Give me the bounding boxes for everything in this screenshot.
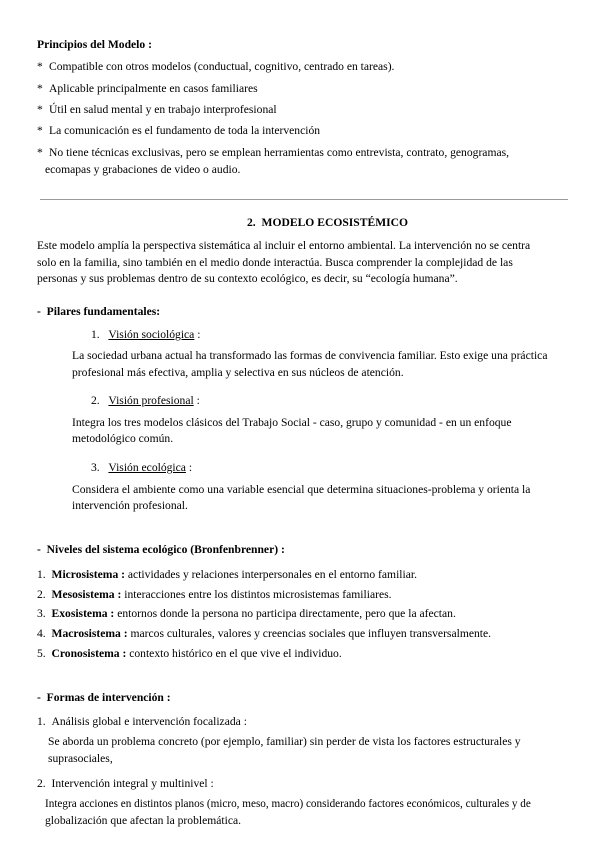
forma-1-heading: 1. Análisis global e intervención focalizada : [37, 715, 247, 728]
principios-item-1: * Compatible con otros modelos (conductual, cognitivo, centrado en tareas). [37, 60, 395, 73]
intro-line-3: personas y sus problemas dentro de su contexto ecológico, es decir, su “ecología humana”. [37, 272, 458, 285]
pilar-1-heading: 1. Visión sociológica : [91, 328, 201, 341]
forma-2-desc-2: globalización que afectan la problemática. [45, 814, 242, 827]
pilar-2-name: Visión profesional [108, 394, 194, 407]
bullet: * [37, 82, 43, 95]
principios-item-3: * Útil en salud mental y en trabajo interprofesional [37, 103, 277, 116]
nivel-item-5: 5. Cronosistema : contexto histórico en el que vive el individuo. [37, 647, 342, 660]
pilar-1-desc-2: profesional más efectiva, amplia y selectiva en sus núcleos de atención. [72, 366, 404, 379]
pilar-1-name: Visión sociológica [108, 328, 195, 341]
formas-heading: - Formas de intervención : [37, 691, 171, 704]
pilares-heading: - Pilares fundamentales: [37, 305, 161, 318]
principios-title: Principios del Modelo : [37, 38, 152, 51]
pilar-1-desc-1: La sociedad urbana actual ha transformado las formas de convivencia familiar. Esto exige una práctica [72, 349, 548, 362]
bullet: * [37, 60, 43, 73]
principios-item-5-continued: ecomapas y grabaciones de video o audio. [45, 163, 241, 176]
section-title: 2. MODELO ECOSISTÉMICO [247, 216, 409, 229]
section-divider [40, 199, 568, 200]
pilar-2-desc-1: Integra los tres modelos clásicos del Trabajo Social - caso, grupo y comunidad - en un enfoque [72, 416, 512, 429]
principios-item-4: * La comunicación es el fundamento de toda la intervención [37, 124, 321, 137]
pilar-3-name: Visión ecológica [108, 461, 186, 474]
pilar-3-desc-1: Considera el ambiente como una variable esencial que determina situaciones-problema y orienta la [72, 483, 531, 496]
principios-item-2: * Aplicable principalmente en casos familiares [37, 82, 258, 95]
intro-line-2: solo en la familia, sino también en el medio donde interactúa. Busca comprender la complejidad de las [37, 256, 513, 269]
bullet: * [37, 146, 43, 159]
pilar-2-heading: 2. Visión profesional : [91, 394, 200, 407]
forma-1-desc-2: suprasociales, [48, 752, 113, 765]
pilar-3-desc-2: intervención profesional. [72, 499, 188, 512]
nivel-item-3: 3. Exosistema : entornos donde la persona no participa directamente, pero que la afectan. [37, 607, 456, 620]
niveles-heading: - Niveles del sistema ecológico (Bronfenbrenner) : [37, 543, 285, 556]
intro-line-1: Este modelo amplía la perspectiva sistemática al incluir el entorno ambiental. La intervención no se centra [37, 239, 531, 252]
forma-2-heading: 2. Intervención integral y multinivel : [37, 777, 214, 790]
forma-1-desc-1: Se aborda un problema concreto (por ejemplo, familiar) sin perder de vista los factores estructurales y [48, 735, 521, 748]
nivel-item-2: 2. Mesosistema : interacciones entre los distintos microsistemas familiares. [37, 588, 392, 601]
pilar-3-heading: 3. Visión ecológica : [91, 461, 193, 474]
nivel-item-1: 1. Microsistema : actividades y relaciones interpersonales en el entorno familiar. [37, 568, 417, 581]
bullet: * [37, 124, 43, 137]
forma-2-desc-1: Integra acciones en distintos planos (micro, meso, macro) considerando factores económicos, culturales y de [45, 798, 531, 810]
nivel-item-4: 4. Macrosistema : marcos culturales, valores y creencias sociales que influyen transversalmente. [37, 627, 492, 640]
pilar-2-desc-2: metodológico común. [72, 432, 174, 445]
principios-item-5: * No tiene técnicas exclusivas, pero se emplean herramientas como entrevista, contrato, genogramas, [37, 146, 510, 159]
bullet: * [37, 103, 43, 116]
